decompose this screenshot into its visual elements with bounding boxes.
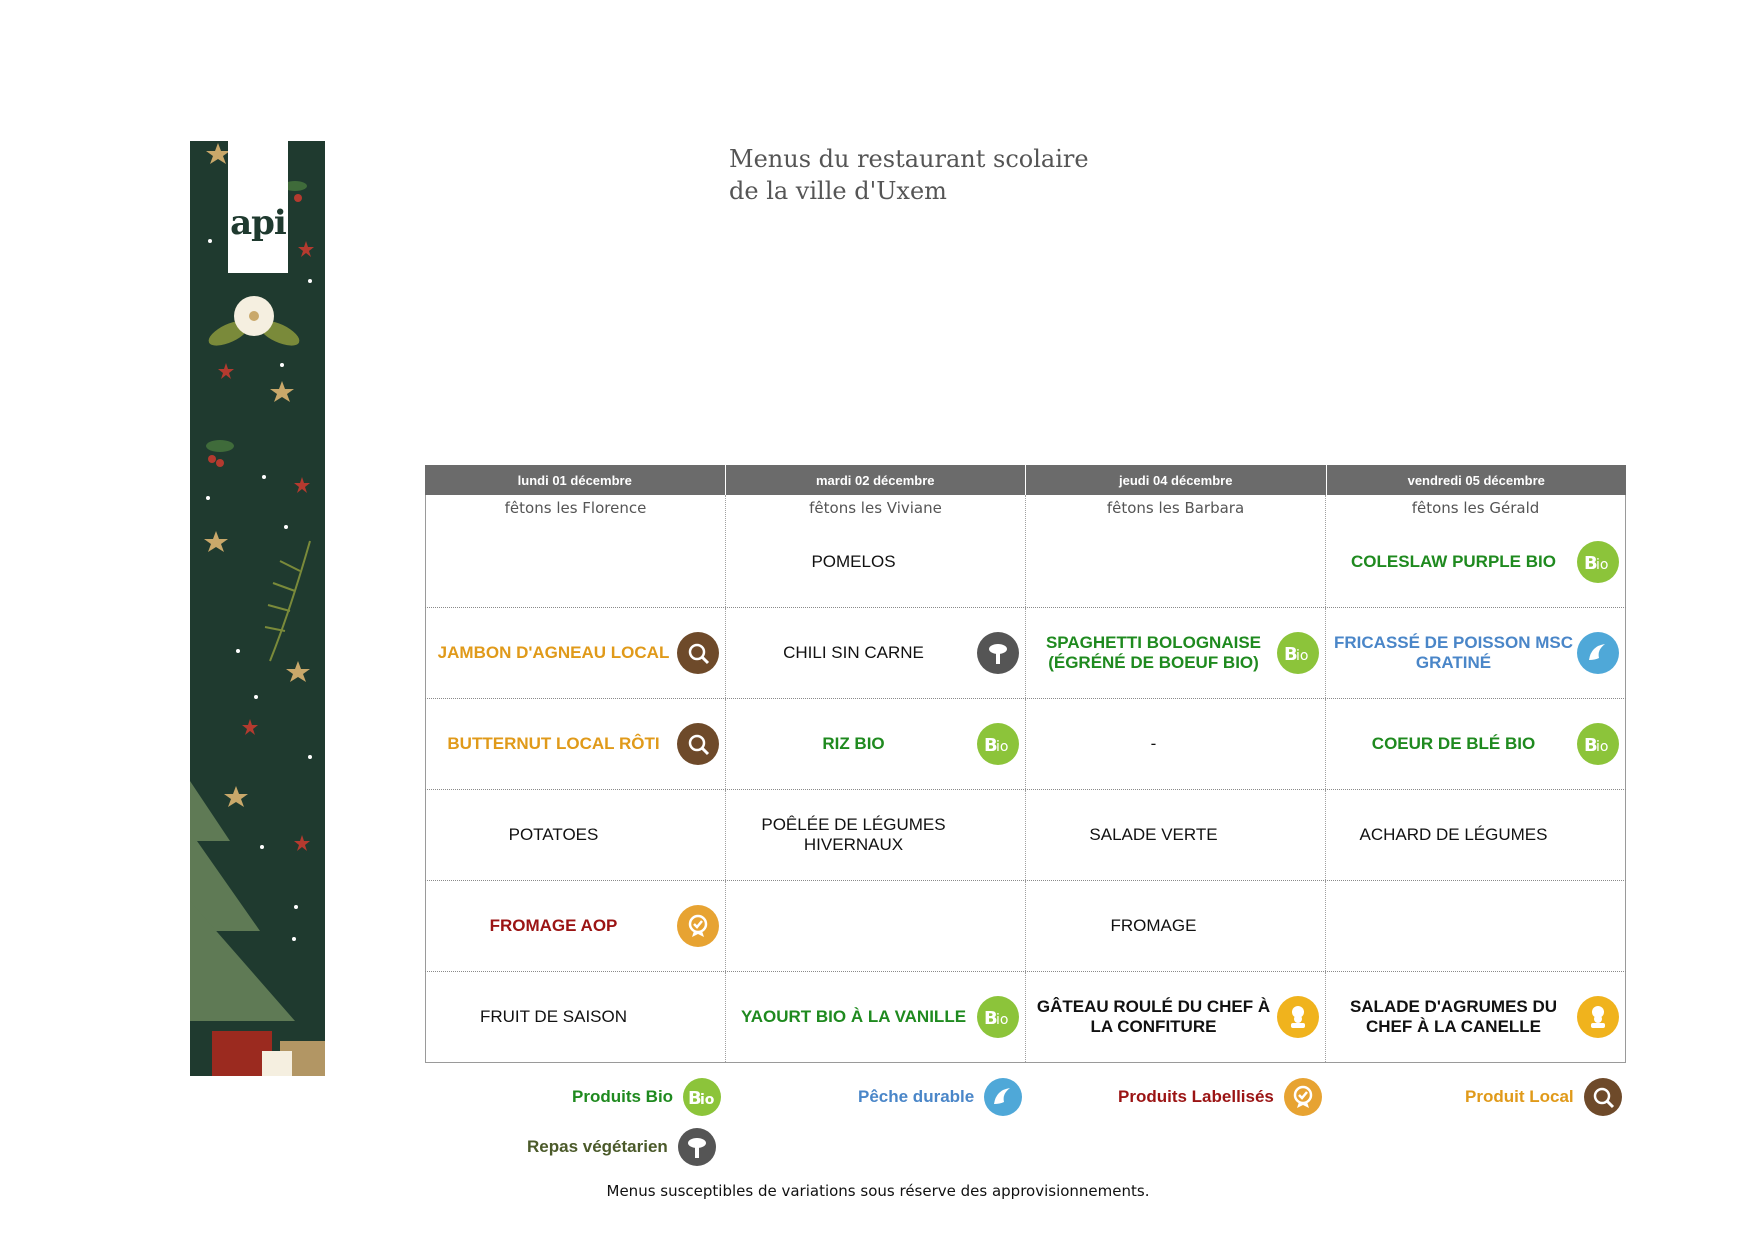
bio-icon bbox=[1577, 541, 1619, 583]
svg-text:io: io bbox=[1596, 739, 1609, 755]
local-icon bbox=[677, 632, 719, 674]
menu-cell bbox=[1025, 608, 1325, 698]
menu-cell bbox=[1025, 699, 1325, 789]
menu-cell bbox=[425, 699, 725, 789]
svg-text:io: io bbox=[1596, 557, 1609, 574]
menu-cell bbox=[1325, 608, 1626, 698]
legend-local bbox=[1465, 1078, 1622, 1116]
menu-cell bbox=[1325, 699, 1626, 789]
menu-cell bbox=[425, 790, 725, 880]
menu-cell bbox=[725, 608, 1025, 698]
bio-icon bbox=[1277, 632, 1319, 674]
legend-veg-label: Repas végétarien bbox=[527, 1137, 668, 1156]
bio-icon bbox=[977, 996, 1019, 1038]
bio-icon bbox=[683, 1078, 721, 1116]
fete-label: fêtons les Florence bbox=[504, 499, 647, 517]
dish-name: - bbox=[1150, 734, 1157, 753]
menu-cell bbox=[1025, 881, 1325, 971]
dish-name: BUTTERNUT LOCAL RÔTI bbox=[447, 734, 660, 753]
logo-box bbox=[228, 141, 288, 273]
menu-row bbox=[425, 881, 1626, 972]
bio-icon bbox=[1577, 723, 1619, 765]
day-header-mardi: mardi 02 décembre bbox=[726, 465, 1027, 495]
chef-icon bbox=[1577, 996, 1619, 1038]
day-header-row bbox=[425, 465, 1626, 495]
local-icon bbox=[1584, 1078, 1622, 1116]
dish-name: FROMAGE AOP bbox=[489, 916, 618, 935]
menu-cell bbox=[725, 790, 1025, 880]
dish-name: ACHARD DE LÉGUMES bbox=[1359, 825, 1548, 844]
menu-cell bbox=[1325, 495, 1626, 607]
menu-cell bbox=[725, 881, 1025, 971]
legend-veg bbox=[527, 1128, 716, 1166]
menu-cell bbox=[1325, 790, 1626, 880]
menu-row bbox=[425, 699, 1626, 790]
fete-label: fêtons les Gérald bbox=[1411, 499, 1540, 517]
legend-local-label: Produit Local bbox=[1465, 1087, 1574, 1106]
menu-cell bbox=[1325, 881, 1626, 971]
side-banner bbox=[190, 141, 325, 1076]
label-icon bbox=[1284, 1078, 1322, 1116]
fete-label: fêtons les Viviane bbox=[809, 499, 942, 517]
dish-name: JAMBON D'AGNEAU LOCAL bbox=[437, 643, 670, 662]
legend-peche bbox=[858, 1078, 1022, 1116]
dish-name: SPAGHETTI BOLOGNAISE (ÉGRÉNÉ DE BOEUF BIO) bbox=[1045, 633, 1262, 672]
peche-icon bbox=[984, 1078, 1022, 1116]
menu-cell bbox=[725, 972, 1025, 1062]
dish-name: GÂTEAU ROULÉ DU CHEF À LA CONFITURE bbox=[1036, 997, 1271, 1036]
menu-cell bbox=[1325, 972, 1626, 1062]
legend-label-label: Produits Labellisés bbox=[1118, 1087, 1274, 1106]
menu-grid bbox=[425, 465, 1626, 1063]
dish-name: FRICASSÉ DE POISSON MSC GRATINÉ bbox=[1334, 633, 1573, 672]
legend-peche-label: Pêche durable bbox=[858, 1087, 975, 1106]
menu-cell bbox=[1025, 972, 1325, 1062]
menu-cell bbox=[425, 972, 725, 1062]
fete-label: fêtons les Barbara bbox=[1106, 499, 1245, 517]
day-header-vendredi: vendredi 05 décembre bbox=[1327, 465, 1627, 495]
dish-name: FROMAGE bbox=[1110, 916, 1197, 935]
api-logo: api bbox=[230, 203, 286, 243]
dish-name: SALADE D'AGRUMES DU CHEF À LA CANELLE bbox=[1349, 997, 1558, 1036]
svg-text:io: io bbox=[700, 1092, 715, 1108]
menu-cell bbox=[425, 608, 725, 698]
bio-icon bbox=[977, 723, 1019, 765]
menu-cell bbox=[425, 881, 725, 971]
legend-bio-label: Produits Bio bbox=[572, 1087, 674, 1106]
dish-name: POTATOES bbox=[508, 825, 599, 844]
svg-text:B: B bbox=[1284, 644, 1298, 664]
menu-cell bbox=[725, 495, 1025, 607]
svg-text:B: B bbox=[1584, 553, 1598, 574]
chef-icon bbox=[1277, 996, 1319, 1038]
legend-label bbox=[1118, 1078, 1322, 1116]
dish-name: FRUIT DE SAISON bbox=[479, 1007, 628, 1026]
menu-cell bbox=[425, 495, 725, 607]
menu-cell bbox=[1025, 790, 1325, 880]
dish-name: COLESLAW PURPLE BIO bbox=[1351, 552, 1556, 572]
day-header-lundi: lundi 01 décembre bbox=[425, 465, 726, 495]
dish-name: POMELOS bbox=[811, 552, 896, 572]
menu-row bbox=[425, 790, 1626, 881]
legend-bio bbox=[572, 1078, 721, 1116]
peche-icon bbox=[1577, 632, 1619, 674]
dish-name: POÊLÉE DE LÉGUMES HIVERNAUX bbox=[761, 815, 946, 854]
dish-name: YAOURT BIO À LA VANILLE bbox=[740, 1007, 967, 1026]
menu-row bbox=[425, 495, 1626, 608]
svg-text:io: io bbox=[996, 739, 1009, 755]
dish-name: CHILI SIN CARNE bbox=[783, 643, 924, 662]
svg-text:io: io bbox=[1296, 648, 1309, 664]
title-line-1: Menus du restaurant scolaire bbox=[729, 145, 1089, 173]
svg-text:io: io bbox=[996, 1012, 1009, 1028]
page-title bbox=[729, 143, 1089, 207]
svg-text:B: B bbox=[984, 1008, 998, 1028]
title-line-2: de la ville d'Uxem bbox=[729, 177, 947, 205]
disclaimer-footer: Menus susceptibles de variations sous réserve des approvisionnements. bbox=[606, 1182, 1150, 1200]
day-header-jeudi: jeudi 04 décembre bbox=[1026, 465, 1327, 495]
dish-name: RIZ BIO bbox=[822, 734, 885, 753]
vegetarian-icon bbox=[678, 1128, 716, 1166]
dish-name: SALADE VERTE bbox=[1089, 825, 1218, 844]
svg-text:B: B bbox=[1584, 735, 1598, 755]
menu-row bbox=[425, 972, 1626, 1063]
menu-row bbox=[425, 608, 1626, 699]
menu-rows bbox=[425, 495, 1626, 1063]
local-icon bbox=[677, 723, 719, 765]
svg-text:B: B bbox=[984, 735, 998, 755]
vegetarian-icon bbox=[977, 632, 1019, 674]
menu-cell bbox=[725, 699, 1025, 789]
christmas-decoration bbox=[190, 141, 325, 1076]
svg-text:B: B bbox=[688, 1088, 702, 1108]
label-icon bbox=[677, 905, 719, 947]
dish-name: COEUR DE BLÉ BIO bbox=[1371, 734, 1536, 753]
menu-cell bbox=[1025, 495, 1325, 607]
